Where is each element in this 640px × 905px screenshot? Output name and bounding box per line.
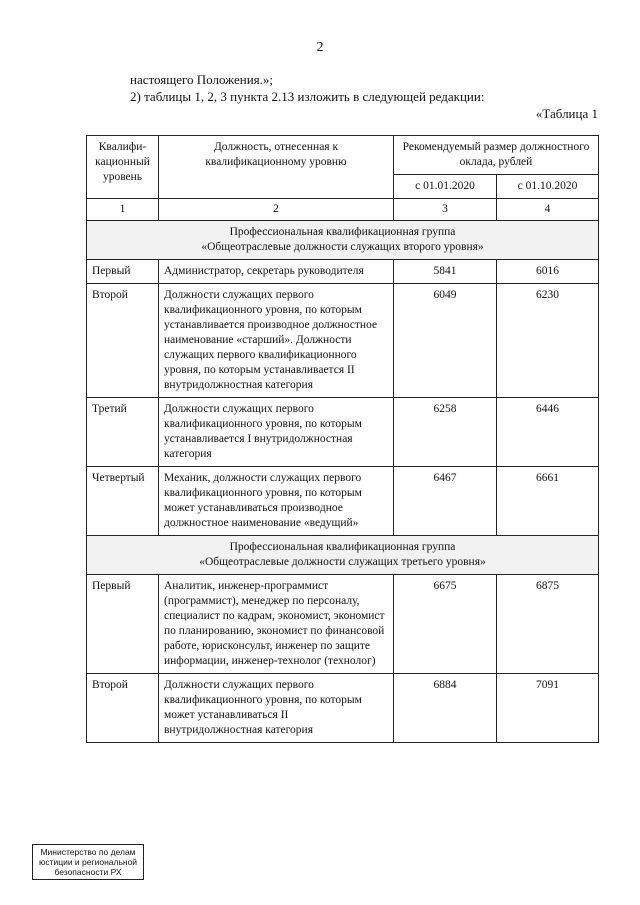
column-index: 4 [497,199,599,221]
salary-cell-1: 6049 [394,284,497,398]
column-index: 3 [394,199,497,221]
header-position: Должность, отнесенная к квалификационному уровню [159,136,394,199]
group-title-line-1: Профессиональная квалификационная группа [229,226,456,238]
group-title [87,221,599,260]
level-cell: Четвертый [87,467,159,536]
salary-cell-1: 6258 [394,398,497,467]
table-row [87,398,599,467]
intro-line-2: 2) таблицы 1, 2, 3 пункта 2.13 изложить в следующей редакции: [130,89,485,104]
table-row [87,575,599,674]
salary-cell-1: 6675 [394,575,497,674]
salary-cell-1: 5841 [394,260,497,284]
salary-cell-2: 6875 [497,575,599,674]
salary-cell-1: 6467 [394,467,497,536]
header-date-1: с 01.01.2020 [394,175,497,199]
column-index-row [87,199,599,221]
ministry-stamp [32,844,144,880]
salary-cell-2: 6446 [497,398,599,467]
group-title-line-2: «Общеотраслевые должности служащих второго уровня» [201,241,484,253]
salary-cell-2: 6661 [497,467,599,536]
intro-line-1: настоящего Положения.»; [130,72,273,87]
header-salary: Рекомендуемый размер должностного оклада, рублей [394,136,599,175]
salary-cell-1: 6884 [394,674,497,743]
stamp-line-3: безопасности РХ [54,867,122,877]
salary-cell-2: 6016 [497,260,599,284]
group-title-line-1: Профессиональная квалификационная группа [229,541,456,553]
table-row [87,674,599,743]
stamp-line-1: Министерство по делам [40,847,136,857]
table-header-row [87,136,599,175]
header-qualification-level: Квалифи-кационный уровень [87,136,159,199]
salary-cell-2: 7091 [497,674,599,743]
stamp-line-2: юстиции и региональной [38,857,138,867]
table-label: «Таблица 1 [535,106,598,121]
position-cell: Администратор, секретарь руководителя [159,260,394,284]
table-row [87,284,599,398]
page-number: 2 [316,40,324,55]
level-cell: Третий [87,398,159,467]
level-cell: Первый [87,260,159,284]
table-row [87,467,599,536]
position-cell: Должности служащих первого квалификационного уровня, по которым устанавливается I внутридолжностная категория [159,398,394,467]
position-cell: Должности служащих первого квалификационного уровня, по которым устанавливается производное должностное наименование «старший». Должности служащих первого квалификационного уровня, по которым устанавливается II внутридолжностная категория [159,284,394,398]
position-cell: Должности служащих первого квалификационного уровня, по которым может устанавливаться II внутридолжностная категория [159,674,394,743]
column-index: 2 [159,199,394,221]
group-title [87,536,599,575]
salary-table [86,135,599,743]
group-title-line-2: «Общеотраслевые должности служащих третьего уровня» [199,556,486,568]
level-cell: Второй [87,284,159,398]
position-cell: Аналитик, инженер-программист (программист), менеджер по персоналу, специалист по кадрам, экономист, экономист по планированию, экономист по финансовой работе, юрисконсульт, инженер по защите информации, инженер-технолог (технолог) [159,575,394,674]
salary-cell-2: 6230 [497,284,599,398]
level-cell: Второй [87,674,159,743]
level-cell: Первый [87,575,159,674]
group-row [87,221,599,260]
position-cell: Механик, должности служащих первого квалификационного уровня, по которым может устанавливаться производное должностное наименование «ведущий» [159,467,394,536]
table-row [87,260,599,284]
group-row [87,536,599,575]
column-index: 1 [87,199,159,221]
header-date-2: с 01.10.2020 [497,175,599,199]
